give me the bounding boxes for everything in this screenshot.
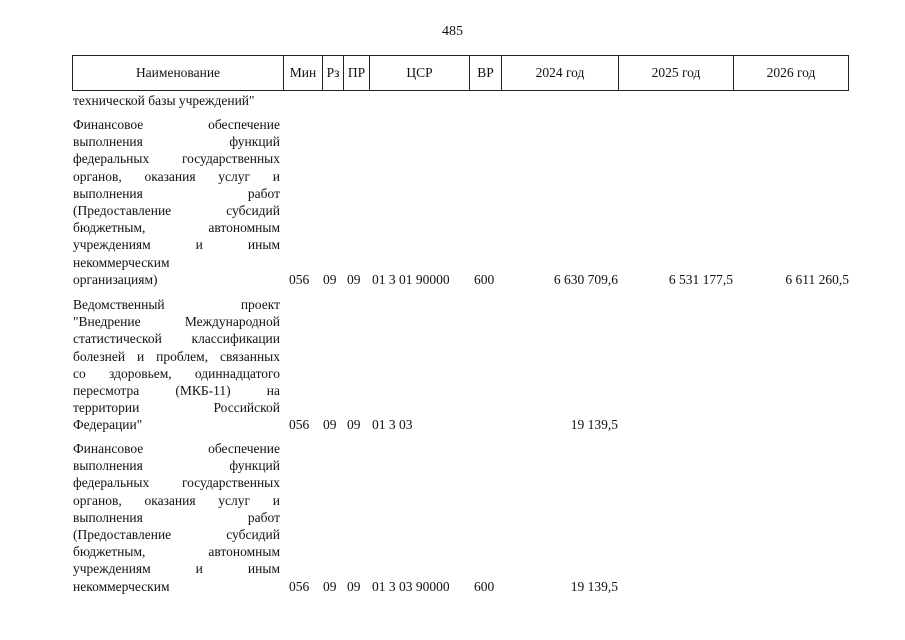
row-vr: 600 (474, 271, 495, 287)
row-name-line: некоммерческим (73, 578, 170, 594)
header-csr: ЦСР (370, 56, 470, 91)
row-name-line: федеральных государственных (73, 151, 280, 167)
row-name-line: федеральных государственных (73, 475, 280, 491)
row-name-line: Федерации" (73, 417, 143, 433)
row-name-line: учреждениям и иным (73, 561, 280, 577)
row-name-line: выполнения функций (73, 134, 280, 150)
row-pr: 09 (347, 417, 361, 433)
header-min: Мин (284, 56, 323, 91)
row-name-line: "Внедрение Международной (73, 314, 280, 330)
row-name-line: выполнения работ (73, 185, 280, 201)
row-name (73, 92, 280, 109)
row-name-line: выполнения функций (73, 458, 280, 474)
row-csr: 01 3 03 (372, 417, 413, 433)
row-name-line: (Предоставление субсидий (73, 202, 280, 218)
row-name-line: органов, оказания услуг и (73, 168, 280, 184)
row-name-line: болезней и проблем, связанных (73, 348, 280, 364)
row-name-line: технической базы учреждений" (73, 93, 255, 108)
row-name-line: органов, оказания услуг и (73, 492, 280, 508)
row-2024: 6 630 709,6 (553, 271, 618, 287)
row-rz: 09 (323, 417, 337, 433)
row-2025: 6 531 177,5 (668, 271, 733, 287)
row-csr: 01 3 03 90000 (372, 578, 450, 594)
row-name-line: пересмотра (МКБ-11) на (73, 382, 280, 398)
header-name: Наименование (73, 56, 284, 91)
row-rz: 09 (323, 578, 337, 594)
header-2025: 2025 год (619, 56, 734, 91)
row-name-line: учреждениям и иным (73, 237, 280, 253)
row-name (73, 116, 280, 288)
row-csr: 01 3 01 90000 (372, 271, 450, 287)
row-rz: 09 (323, 271, 337, 287)
header-2026: 2026 год (734, 56, 849, 91)
row-name (73, 440, 280, 595)
row-name-line: Финансовое обеспечение (73, 117, 280, 132)
row-name-line: Финансовое обеспечение (73, 441, 280, 456)
row-name-line: со здоровьем, одиннадцатого (73, 365, 280, 381)
row-name (73, 296, 280, 434)
header-vr: ВР (470, 56, 502, 91)
row-name-line: (Предоставление субсидий (73, 526, 280, 542)
row-2024: 19 139,5 (570, 578, 618, 594)
row-2024: 19 139,5 (570, 417, 618, 433)
header-rz: Рз (323, 56, 344, 91)
row-name-line: организациям) (73, 271, 158, 287)
row-vr: 600 (474, 578, 495, 594)
row-name-line: территории Российской (73, 400, 280, 416)
row-name-line: Ведомственный проект (73, 297, 280, 312)
row-name-line: выполнения работ (73, 509, 280, 525)
row-min: 056 (289, 271, 310, 287)
row-pr: 09 (347, 578, 361, 594)
row-pr: 09 (347, 271, 361, 287)
row-name-line: статистической классификации (73, 331, 280, 347)
row-min: 056 (289, 417, 310, 433)
header-pr: ПР (344, 56, 370, 91)
row-name-line: бюджетным, автономным (73, 544, 280, 560)
page-number: 485 (442, 24, 463, 39)
row-name-line: некоммерческим (73, 254, 170, 270)
header-2024: 2024 год (502, 56, 619, 91)
row-min: 056 (289, 578, 310, 594)
row-name-line: бюджетным, автономным (73, 220, 280, 236)
row-2026: 6 611 260,5 (785, 271, 849, 287)
